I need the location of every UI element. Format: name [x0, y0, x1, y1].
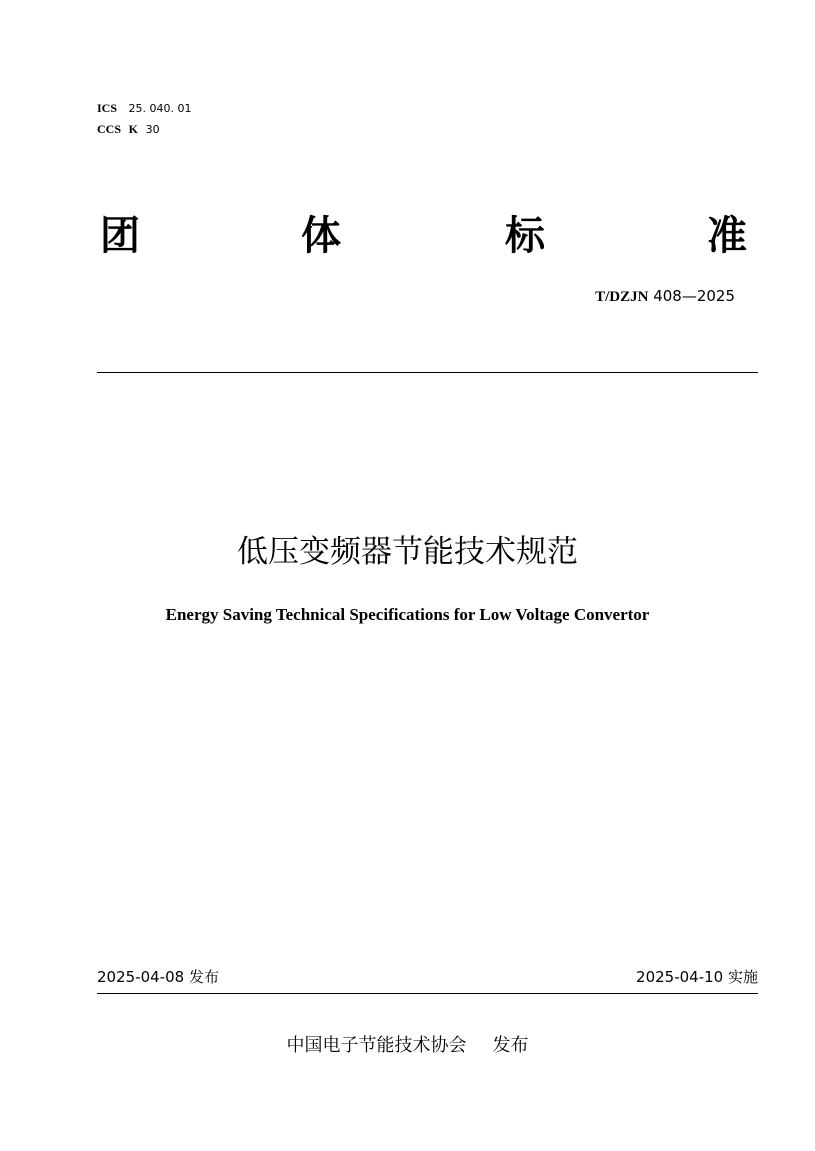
- standard-code: T/DZJN: [595, 289, 649, 305]
- ccs-class: K: [128, 122, 138, 136]
- standard-type-char-2: 体: [301, 213, 341, 259]
- ccs-label: CCS: [97, 122, 122, 136]
- publisher-name: 中国电子节能技术协会: [286, 1035, 467, 1056]
- top-divider: [97, 372, 758, 373]
- ccs-line: [97, 122, 160, 137]
- ics-line: [97, 101, 191, 116]
- ccs-value: 30: [145, 123, 160, 136]
- ics-value: 25. 040. 01: [128, 102, 192, 115]
- document-title-english: Energy Saving Technical Specifications for Low Voltage Convertor: [165, 605, 650, 624]
- implementation-date: 2025-04-10 实施: [636, 968, 758, 986]
- standard-number-value: 408—2025: [653, 287, 735, 305]
- standard-type-char-1: 团: [100, 213, 140, 259]
- standard-type-char-4: 准: [707, 213, 747, 259]
- standard-type-char-3: 标: [505, 213, 545, 259]
- ics-label: ICS: [97, 101, 118, 115]
- issue-date: 2025-04-08 发布: [97, 968, 219, 986]
- publisher-line: [0, 1033, 815, 1059]
- document-title-chinese: 低压变频器节能技术规范: [237, 534, 578, 570]
- publisher-action: 发布: [492, 1035, 529, 1056]
- standard-number: [595, 286, 735, 307]
- bottom-divider: [97, 993, 758, 994]
